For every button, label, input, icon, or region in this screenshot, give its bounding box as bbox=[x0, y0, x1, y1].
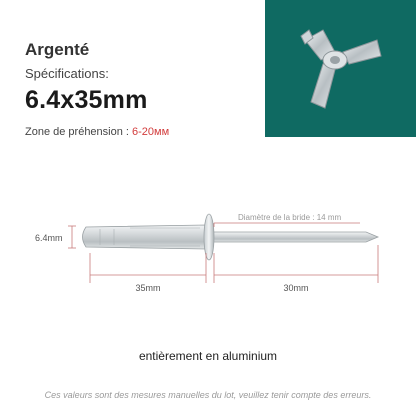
product-thumbnail bbox=[265, 0, 416, 137]
product-size: 6.4x35mm bbox=[25, 86, 148, 114]
spec-label: Spécifications: bbox=[25, 66, 109, 81]
diameter-label: 6.4mm bbox=[35, 233, 63, 243]
rivet-dimension-diagram bbox=[0, 195, 416, 305]
body-length-label: 35mm bbox=[135, 283, 161, 293]
grip-range-label: Zone de préhension : bbox=[25, 126, 129, 138]
rivet-leg-icon bbox=[301, 30, 381, 108]
grip-range-value: 6-20мм bbox=[132, 126, 170, 138]
material-label: entièrement en aluminium bbox=[138, 349, 278, 363]
product-color-name: Argenté bbox=[25, 40, 90, 59]
grip-range-line bbox=[25, 126, 169, 138]
rivet-body bbox=[83, 225, 207, 249]
flange-diameter-label: Diamètre de la bride : 14 mm bbox=[238, 213, 342, 222]
disclaimer-text: Ces valeurs sont des mesures manuelles du lot, veuillez tenir compte des erreurs. bbox=[44, 390, 372, 400]
mandrel-shaft bbox=[212, 232, 378, 242]
mandrel-length-label: 30mm bbox=[283, 283, 309, 293]
expanded-rivet-icon bbox=[265, 0, 416, 137]
rivet-flange bbox=[204, 214, 214, 260]
